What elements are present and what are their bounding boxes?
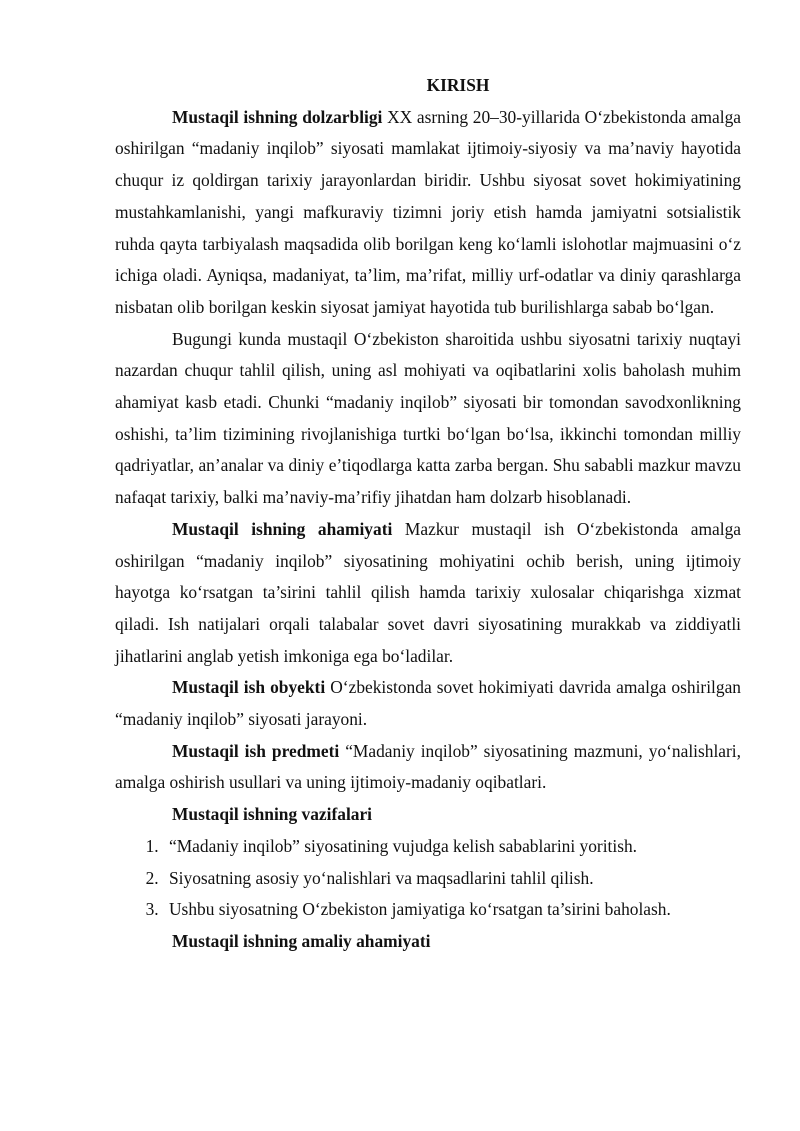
list-item: 1. “Madaniy inqilob” siyosatining vujudga kelish sabablarini yoritish.	[163, 831, 741, 863]
importance-heading: Mustaqil ishning ahamiyati	[172, 518, 393, 539]
paragraph-importance	[115, 514, 741, 673]
relevance-heading: Mustaqil ishning dolzarbligi	[172, 106, 383, 127]
paragraph-today	[115, 324, 741, 514]
tasks-list	[115, 831, 741, 926]
subject-heading: Mustaqil ish predmeti	[172, 740, 340, 761]
importance-text: Mazkur mustaqil ish O‘zbekistonda amalga oshirilgan “madaniy inqilob” siyosatining mohiyatini ochib berish, uning ijtimoiy hayotga ko‘rsatgan ta’sirini tahlil qilish hamda tarixiy xulosalar chiqarishga xizmat qiladi. Ish natijalari orqali talabalar sovet davri siyosatining murakkab va ziddiyatli jihatlarini anglab yetish imkoniga ega bo‘ladilar.	[115, 518, 741, 666]
paragraph-relevance	[115, 102, 741, 324]
relevance-text: XX asrning 20–30-yillarida O‘zbekistonda amalga oshirilgan “madaniy inqilob” siyosati mamlakat ijtimoiy-siyosiy va ma’naviy hayotida chuqur iz qoldirgan tarixiy jarayonlardan biridir. Ushbu siyosat sovet hokimiyatining mustahkamlanishi, yangi mafkuraviy tizimni joriy etish hamda jamiyatni sotsialistik ruhda qayta tarbiyalash maqsadida olib borilgan keng ko‘lamli islohotlar majmuasini o‘z ichiga oladi. Ayniqsa, madaniyat, ta’lim, ma’rifat, milliy urf-odatlar va diniy qarashlarga nisbatan olib borilgan keskin siyosat jamiyat hayotida tub burilishlarga sabab bo‘lgan.	[115, 106, 741, 317]
paragraph-object	[115, 672, 741, 735]
object-text: O‘zbekistonda sovet hokimiyati davrida amalga oshirilgan “madaniy inqilob” siyosati jarayoni.	[115, 677, 741, 730]
paragraph-subject	[115, 736, 741, 799]
list-item: 3. Ushbu siyosatning O‘zbekiston jamiyatiga ko‘rsatgan ta’sirini baholash.	[163, 894, 741, 926]
page-title: KIRISH	[426, 75, 490, 95]
list-item: 2. Siyosatning asosiy yo‘nalishlari va maqsadlarini tahlil qilish.	[163, 863, 741, 895]
tasks-heading: Mustaqil ishning vazifalari	[172, 804, 373, 825]
subject-text: “Madaniy inqilob” siyosatining mazmuni, yo‘nalishlari, amalga oshirish usullari va uning ijtimoiy-madaniy oqibatlari.	[115, 740, 741, 793]
practical-heading: Mustaqil ishning amaliy ahamiyati	[172, 930, 431, 951]
today-text: Bugungi kunda mustaqil O‘zbekiston sharoitida ushbu siyosatni tarixiy nuqtayi nazardan chuqur tahlil qilish, uning asl mohiyati va oqibatlarini xolis baholash muhim ahamiyat kasb etadi. Chunki “madaniy inqilob” siyosati bir tomondan savodxonlikning oshishi, ta’lim tizimining rivojlanishiga turtki bo‘lgan bo‘lsa, ikkinchi tomondan milliy qadriyatlar, an’analar va diniy e’tiqodlarga katta zarba bergan. Shu sababli mazkur mavzu nafaqat tarixiy, balki ma’naviy-ma’rifiy jihatdan ham dolzarb hisoblanadi.	[115, 328, 741, 508]
document-page	[115, 70, 741, 958]
object-heading: Mustaqil ish obyekti	[172, 677, 326, 698]
